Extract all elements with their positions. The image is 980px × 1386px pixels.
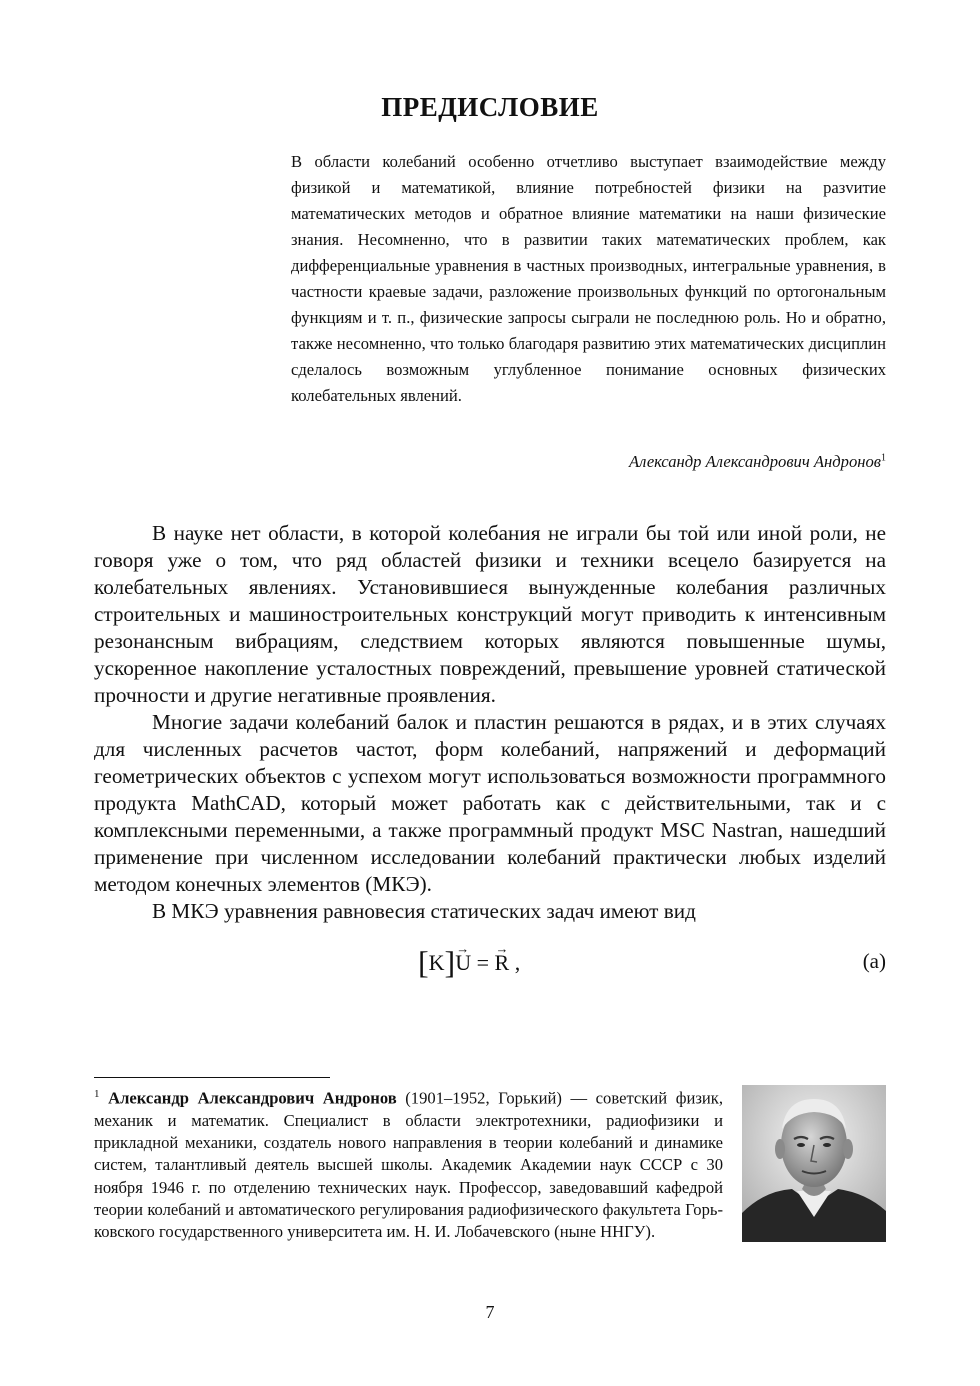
equation-equals: = bbox=[476, 950, 490, 975]
epigraph-author bbox=[629, 452, 886, 472]
footnote-divider bbox=[94, 1077, 330, 1078]
body-paragraph-3: В МКЭ уравнения равновесия статических задач имеют вид bbox=[152, 899, 696, 923]
equation-close-bracket: ] bbox=[444, 944, 456, 980]
footnote-name: Александр Александрович Андронов bbox=[108, 1088, 397, 1108]
body-paragraph-1: В науке нет области, в которой колебания не играли бы той или иной роли, не говоря уже о том, что ряд областей физики и техники всецело базируется на колебательных явлениях. Установившиеся вынужденные колебания различных строительных и машиностроительных конструкций могут приводить к интенсивным резонансным вибрациям, следствием которых являются повышенные шумы, ускоренное накопление усталостных повреждений, превышение уровней статической прочности и другие негативные проявления. bbox=[94, 521, 886, 707]
portrait-photo bbox=[742, 1085, 886, 1242]
body-paragraph-2: Многие задачи колебаний балок и пластин решаются в рядах, и в этих случаях для численных расчетов частот, форм колебаний, напряжений и деформаций геометрических объектов с успехом могут использоваться возможности программного продукта MathCAD, который может работать как с действительными, так и с комплексными переменными, а также программный продукт MSC Nastran, нашедший применение при численном исследовании колебаний практически любых изделий методом конечных элементов (МКЭ). bbox=[94, 710, 886, 896]
equation-label: (a) bbox=[862, 949, 886, 973]
equation-matrix-k: K bbox=[428, 950, 445, 975]
epigraph-text: В области колебаний особенно отчетливо выступает взаимодействие между физикой и математикой, влияние потребностей физики на разvитие математических методов и обратное влияние математики на наши физические знания. Несомненно, что в развитии таких математических проблем, как дифференциальные уравнения в частных производных, интегральные уравнения, в частности краевые задачи, разложение произвольных функций по ортогональным функциям и т. п., физические запросы сыграли не последнюю роль. Но и обратно, также несомненно, что только благодаря развитию этих математических дисциплин сделалось возможным углубленное понимание основных физических колебательных явлений. bbox=[291, 152, 886, 405]
epigraph-author-name: Александр Александрович Андронов bbox=[629, 452, 881, 471]
equation-open-bracket: [ bbox=[418, 944, 429, 980]
page-title: ПРЕДИСЛОВИЕ bbox=[381, 92, 599, 122]
portrait-icon bbox=[742, 1085, 886, 1242]
equation-vector-u: → U bbox=[455, 943, 471, 983]
equation-vector-r: → R bbox=[495, 943, 510, 983]
footnote-mark: 1 bbox=[94, 1088, 100, 1100]
epigraph-footnote-mark: 1 bbox=[881, 452, 886, 464]
equation-trailing-comma: , bbox=[514, 950, 521, 975]
body-text bbox=[94, 520, 886, 925]
footnote bbox=[94, 1083, 723, 1244]
equation bbox=[418, 942, 520, 983]
footnote-text: (1901–1952, Горький) — советский физик, механик и математик. Специалист в области электротехники, радиофизики и прикладной механики, создатель нового направления в теории колебаний и динамике систем, талантливый деятель высшей школы. Академик Академии наук СССР с 30 ноября 1946 г. по отделению технических наук. Профессор, заведовавший кафедрой теории колебаний и автоматического регулирования радиофизического факультета Горьковского государственного университета им. Н. И. Лобачевского (ныне ННГУ). bbox=[94, 1088, 723, 1242]
page-number: 7 bbox=[485, 1302, 495, 1322]
